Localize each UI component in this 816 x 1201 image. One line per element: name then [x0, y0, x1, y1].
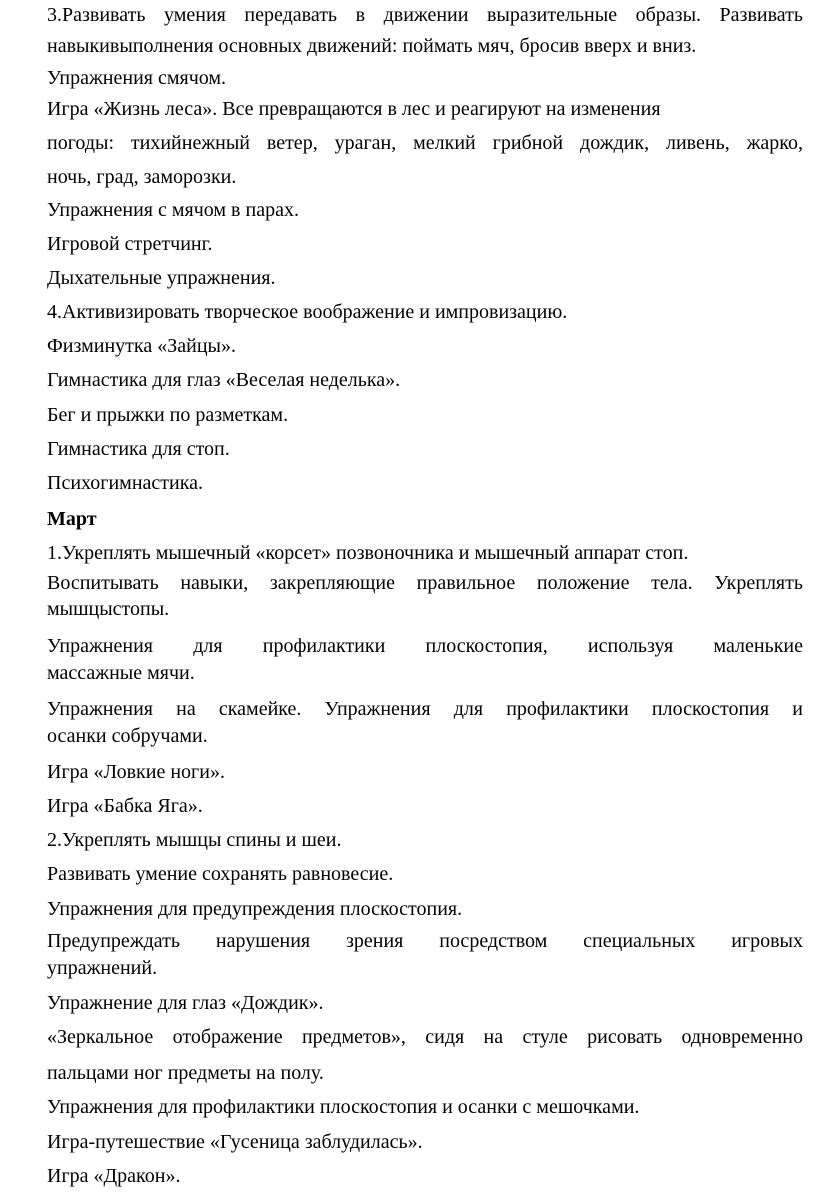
- text-line: 4.Активизировать творческое воображение и импровизацию.: [47, 301, 568, 323]
- text-line: 3.Развивать умения передавать в движении выразительные образы. Развивать: [47, 4, 803, 26]
- text-line: Игровой стретчинг.: [47, 233, 213, 255]
- text-line: пальцами ног предметы на полу.: [47, 1062, 324, 1084]
- text-line: Упражнения с мячом в парах.: [47, 199, 299, 221]
- text-line: ночь, град, заморозки.: [47, 166, 237, 188]
- text-line: Развивать умение сохранять равновесие.: [47, 863, 394, 885]
- text-line: Игра-путешествие «Гусеница заблудилась».: [47, 1131, 423, 1153]
- text-line: Упражнения смячом.: [47, 67, 227, 89]
- text-line: Игра «Жизнь леса». Все превращаются в лес и реагируют на изменения: [47, 98, 661, 120]
- text-line: Игра «Ловкие ноги».: [47, 761, 225, 783]
- text-line: упражнений.: [47, 957, 158, 979]
- text-line: Дыхательные упражнения.: [47, 267, 276, 289]
- text-line: Физминутка «Зайцы».: [47, 335, 236, 357]
- text-line: 2.Укреплять мышцы спины и шеи.: [47, 829, 342, 851]
- text-line: погоды: тихийнежный ветер, ураган, мелкий грибной дождик, ливень, жарко,: [47, 132, 803, 154]
- text-line: навыкивыполнения основных движений: поймать мяч, бросив вверх и вниз.: [47, 35, 697, 57]
- section-heading: Март: [47, 508, 97, 530]
- text-line: Воспитывать навыки, закрепляющие правильное положение тела. Укреплять: [47, 572, 803, 594]
- text-line: осанки собручами.: [47, 725, 208, 747]
- text-line: Упражнения для предупреждения плоскостопия.: [47, 898, 463, 920]
- text-line: Гимнастика для глаз «Веселая неделька».: [47, 369, 401, 391]
- text-line: массажные мячи.: [47, 662, 195, 684]
- text-line: Бег и прыжки по разметкам.: [47, 404, 289, 426]
- text-line: Упражнения для профилактики плоскостопия, используя маленькие: [47, 635, 803, 657]
- text-line: Предупреждать нарушения зрения посредством специальных игровых: [47, 930, 803, 952]
- text-line: Упражнения для профилактики плоскостопия и осанки с мешочками.: [47, 1096, 640, 1118]
- text-line: мышцыстопы.: [47, 598, 170, 620]
- text-line: Упражнение для глаз «Дождик».: [47, 992, 324, 1014]
- text-line: Игра «Дракон».: [47, 1165, 181, 1187]
- text-line: «Зеркальное отображение предметов», сидя на стуле рисовать одновременно: [47, 1026, 803, 1048]
- text-line: Гимнастика для стоп.: [47, 438, 230, 460]
- text-line: Упражнения на скамейке. Упражнения для профилактики плоскостопия и: [47, 698, 803, 720]
- text-line: Игра «Бабка Яга».: [47, 795, 203, 817]
- text-line: 1.Укреплять мышечный «корсет» позвоночника и мышечный аппарат стоп.: [47, 542, 689, 564]
- text-line: Психогимнастика.: [47, 472, 204, 494]
